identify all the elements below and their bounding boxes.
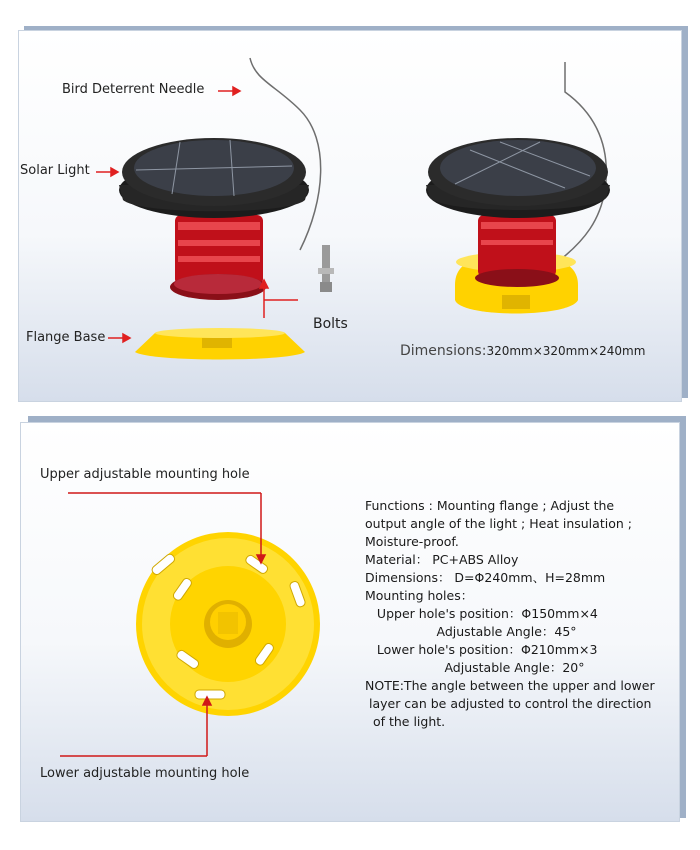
spec-line: Adjustable Angle：20° (365, 660, 585, 675)
spec-line: Lower hole's position：Φ210mm×3 (365, 642, 598, 657)
spec-line: Mounting holes： (365, 588, 474, 603)
upper-hole-label: Upper adjustable mounting hole (40, 467, 250, 482)
spec-line: Material： PC+ABS Alloy (365, 552, 519, 567)
dimensions-value: 320mm×320mm×240mm (486, 344, 646, 358)
lower-hole-label: Lower adjustable mounting hole (40, 766, 250, 781)
spec-line: Moisture-proof. (365, 534, 459, 549)
spec-line: Adjustable Angle：45° (365, 624, 577, 639)
spec-line: layer can be adjusted to control the direction (365, 696, 652, 711)
needle-label: Bird Deterrent Needle (62, 82, 205, 97)
bolts-label: Bolts (313, 316, 348, 332)
spec-line: NOTE:The angle between the upper and lower (365, 678, 655, 693)
flange-base-label: Flange Base (26, 330, 106, 345)
spec-list (365, 497, 675, 731)
solar-light-label: Solar Light (20, 163, 90, 178)
spec-line: Dimensions： D=Φ240mm、H=28mm (365, 570, 606, 585)
dimensions-label: Dimensions: (400, 343, 487, 359)
spec-line: output angle of the light ; Heat insulation ; (365, 516, 632, 531)
spec-line: Functions : Mounting flange ; Adjust the (365, 498, 615, 513)
spec-line: Upper hole's position：Φ150mm×4 (365, 606, 598, 621)
spec-line: of the light. (365, 714, 446, 729)
